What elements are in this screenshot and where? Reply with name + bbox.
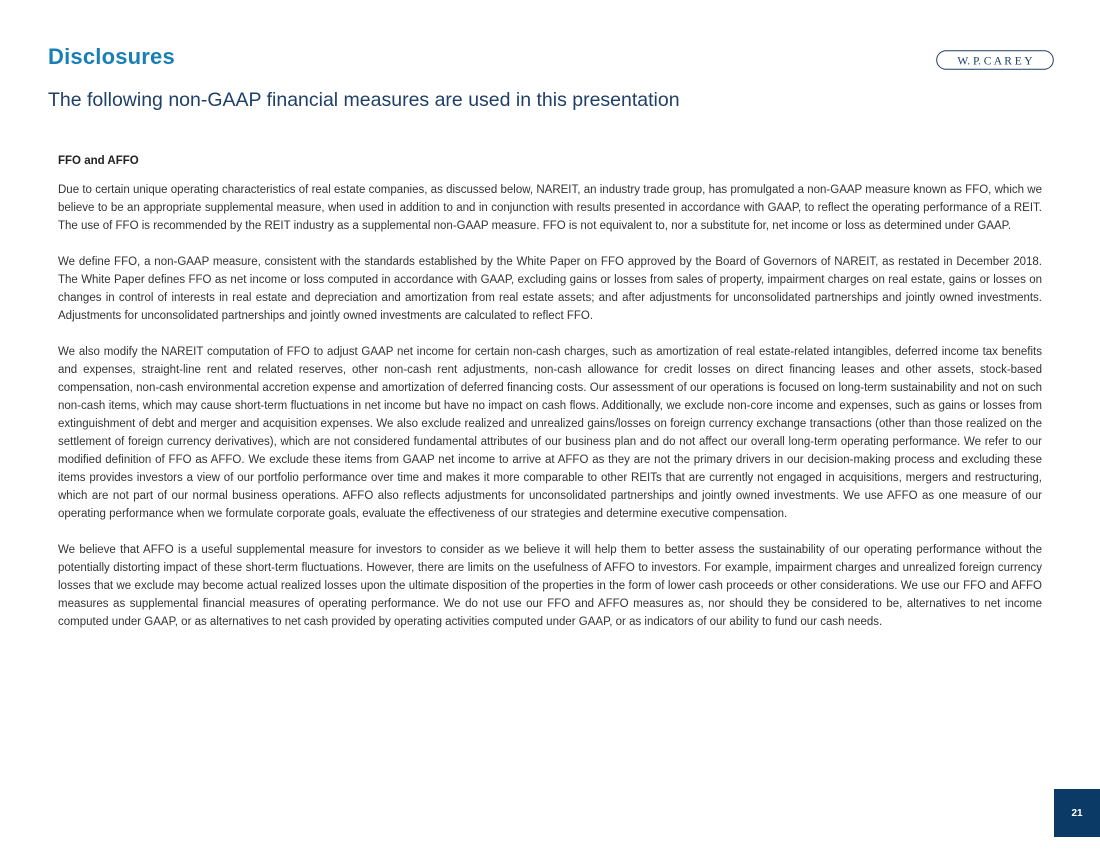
disclosure-content [58,152,1042,649]
paragraph: We believe that AFFO is a useful supplemental measure for investors to consider as we believe it will help them to better assess the sustainability of our operating performance without the potentially distorting impact of these short-term fluctuations. However, there are limits on the usefulness of AFFO to investors. For example, impairment charges and unrealized foreign currency losses that we exclude may become actual realized losses upon the ultimate disposition of the properties in the form of lower cash proceeds or other considerations. We use our FFO and AFFO measures as supplemental financial measures of operating performance. We do not use our FFO and AFFO measures as, nor should they be considered to be, alternatives to net income computed under GAAP, or as alternatives to net cash provided by operating activities computed under GAAP, or as indicators of our ability to fund our cash needs. [58,544,1042,628]
logo-text: W. P. C A R E Y [957,55,1033,68]
page-number: 21 [1071,807,1083,819]
page-title: Disclosures [48,44,175,69]
page-number-badge [1054,789,1100,837]
paragraph: We define FFO, a non-GAAP measure, consistent with the standards established by the White Paper on FFO approved by the Board of Governors of NAREIT, as restated in December 2018. The White Paper defines FFO as net income or loss computed in accordance with GAAP, excluding gains or losses from sales of property, impairment charges on real estate, gains or losses on changes in control of interests in real estate and depreciation and amortization from real estate assets; and after adjustments for unconsolidated partnerships and jointly owned investments. Adjustments for unconsolidated partnerships and jointly owned investments are calculated to reflect FFO. [58,256,1042,322]
paragraph: We also modify the NAREIT computation of FFO to adjust GAAP net income for certain non-cash charges, such as amortization of real estate-related intangibles, deferred income tax benefits and expenses, straight-line rent and related reserves, other non-cash rent adjustments, non-cash allowance for credit losses on direct financing leases and other assets, stock-based compensation, non-cash environmental accretion expense and amortization of deferred financing costs. Our assessment of our operations is focused on long-term sustainability and not on such non-cash items, which may cause short-term fluctuations in net income but have no impact on cash flows. Additionally, we exclude non-core income and expenses, such as gains or losses from extinguishment of debt and merger and acquisition expenses. We also exclude realized and unrealized gains/losses on foreign currency exchange transactions (other than those realized on the settlement of foreign currency derivatives), which are not considered fundamental attributes of our business plan and do not affect our overall long-term operating performance. We refer to our modified definition of FFO as AFFO. We exclude these items from GAAP net income to arrive at AFFO as they are not the primary drivers in our decision-making process and excluding these items provides investors a view of our portfolio performance over time and makes it more comparable to other REITs that are currently not engaged in acquisitions, mergers and restructuring, which are not part of our normal business operations. AFFO also reflects adjustments for unconsolidated partnerships and jointly owned investments. We use AFFO as one measure of our operating performance when we formulate corporate goals, evaluate the effectiveness of our strategies and determine executive compensation. [58,346,1042,520]
wp-carey-logo [936,50,1054,70]
paragraph: Due to certain unique operating characteristics of real estate companies, as discussed below, NAREIT, an industry trade group, has promulgated a non-GAAP measure known as FFO, which we believe to be an appropriate supplemental measure, when used in addition to and in conjunction with results presented in accordance with GAAP, to reflect the operating performance of a REIT. The use of FFO is recommended by the REIT industry as a supplemental non-GAAP measure. FFO is not equivalent to, nor a substitute for, net income or loss as determined under GAAP. [58,184,1042,232]
section-heading: FFO and AFFO [58,155,139,167]
page-subtitle: The following non-GAAP financial measures are used in this presentation [48,89,680,111]
